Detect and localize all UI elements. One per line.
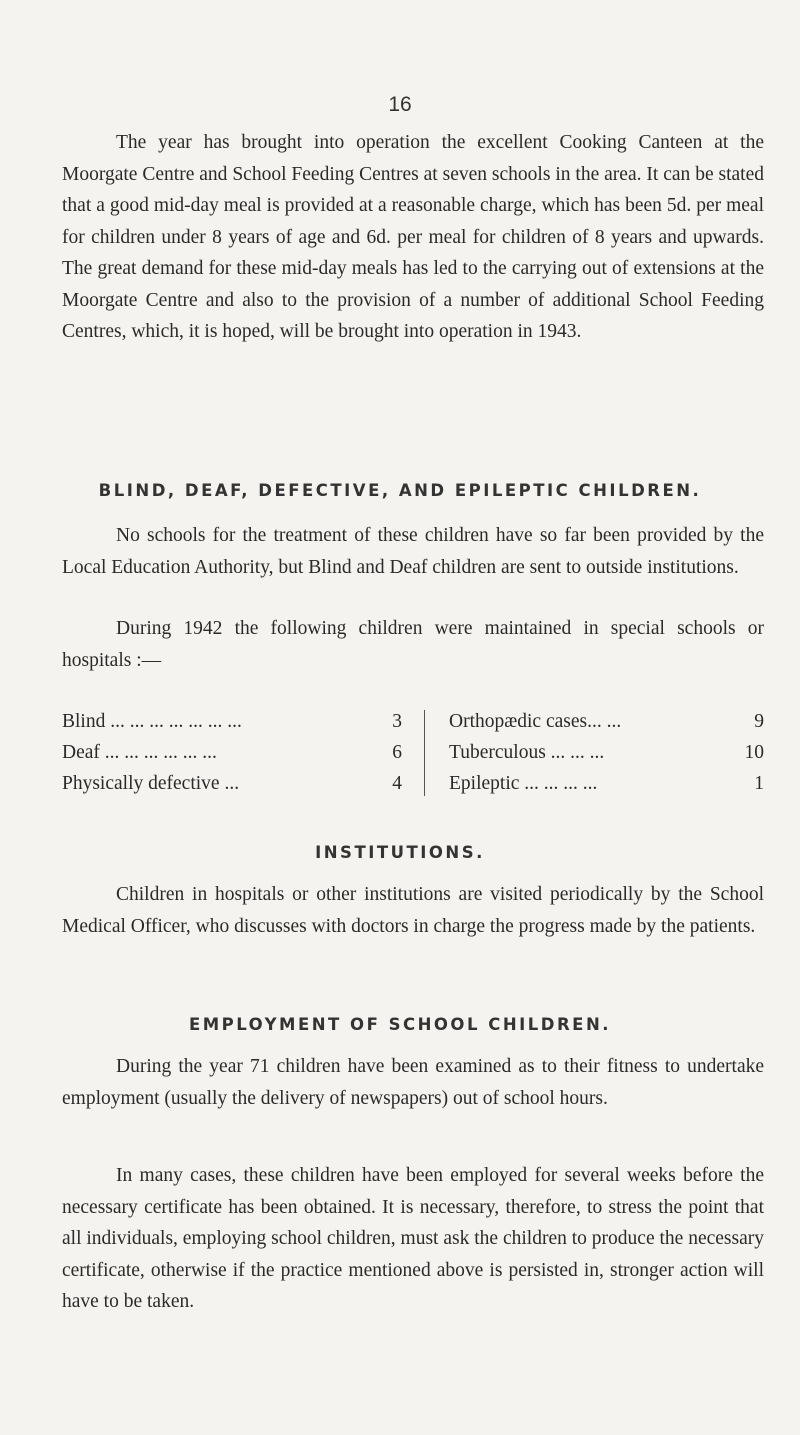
stat-label: Orthopædic cases... ... [449, 711, 622, 732]
stat-value: 10 [744, 742, 764, 763]
paragraph-employment-2: In many cases, these children have been employed for several weeks before the necessary certificate has been obtained. It is necessary, therefore, to stress the point that all individuals, employing school children, must ask the children to produce the necessary certificate, otherwise if the practice mentioned above is persisted in, stronger action will have to be taken. [62, 1165, 764, 1312]
stat-label: Deaf ... ... ... ... ... ... [62, 742, 217, 763]
paragraph-special-schools-intro: During 1942 the following children were maintained in special schools or hospitals :— [62, 618, 764, 671]
stat-row [449, 768, 764, 799]
stats-right-column [449, 706, 764, 799]
column-divider [424, 710, 425, 796]
heading-employment: EMPLOYMENT OF SCHOOL CHILDREN. [188, 1015, 612, 1034]
stat-value: 1 [754, 773, 764, 794]
stat-row [449, 706, 764, 737]
paragraph-institutions: Children in hospitals or other institutions are visited periodically by the School Medical Officer, who discusses with doctors in charge the progress made by the patients. [62, 884, 764, 937]
special-schools-table [62, 706, 764, 796]
stat-value: 4 [392, 773, 402, 794]
stat-row [449, 737, 764, 768]
stat-value: 3 [392, 711, 402, 732]
stat-label: Physically defective ... [62, 773, 240, 794]
stat-label: Epileptic ... ... ... ... [449, 773, 598, 794]
stat-label: Blind ... ... ... ... ... ... ... [62, 711, 242, 732]
stat-row [62, 768, 402, 799]
stat-row [62, 737, 402, 768]
paragraph-no-schools: No schools for the treatment of these children have so far been provided by the Local Education Authority, but Blind and Deaf children are sent to outside institutions. [62, 525, 764, 578]
page-number: 16 [388, 93, 412, 116]
paragraph-canteen: The year has brought into operation the excellent Cooking Canteen at the Moorgate Centre and School Feeding Centres at seven schools in the area. It can be stated that a good mid-day meal is provided at a reasonable charge, which has been 5d. per meal for children under 8 years of age and 6d. per meal for children of 8 years and upwards. The great demand for these mid-day meals has led to the carrying out of extensions at the Moorgate Centre and also to the provision of a number of additional School Feeding Centres, which, it is hoped, will be brought into operation in 1943. [62, 132, 764, 342]
stat-label: Tuberculous ... ... ... [449, 742, 605, 763]
heading-institutions: INSTITUTIONS. [315, 843, 485, 862]
stat-value: 6 [392, 742, 402, 763]
stat-value: 9 [754, 711, 764, 732]
stat-row [62, 706, 402, 737]
paragraph-employment-1: During the year 71 children have been examined as to their fitness to undertake employment (usually the delivery of newspapers) out of school hours. [62, 1056, 764, 1109]
heading-blind-deaf: BLIND, DEAF, DEFECTIVE, AND EPILEPTIC CHILDREN. [98, 481, 702, 500]
stats-left-column [62, 706, 402, 799]
